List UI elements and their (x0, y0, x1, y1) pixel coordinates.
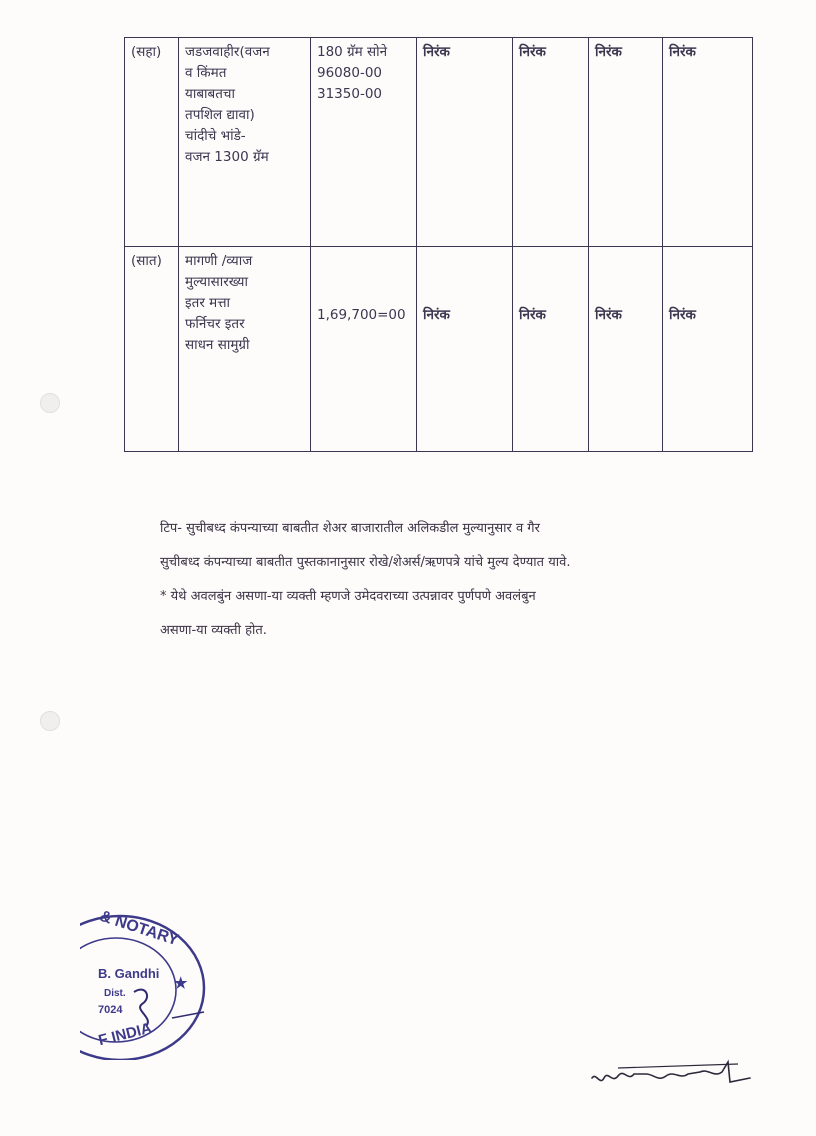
nil-cell: निरंक (513, 247, 589, 452)
nil-cell: निरंक (663, 38, 753, 247)
row-value (311, 38, 417, 247)
signature (588, 1048, 758, 1098)
description-line: साधन सामुग्री (185, 337, 250, 353)
description-line: जडजवाहीर(वजन (185, 44, 270, 60)
description-line: फर्निचर इतर (185, 316, 245, 332)
seal-number: 7024 (98, 1004, 123, 1016)
notary-seal (80, 900, 230, 1060)
value-line: 96080-00 (317, 65, 382, 81)
description-line: व किंमत (185, 65, 227, 81)
seal-name: B. Gandhi (98, 966, 160, 981)
nil-cell: निरंक (417, 247, 513, 452)
row-description (179, 247, 311, 452)
row-description (179, 38, 311, 247)
asset-table (124, 37, 753, 452)
note-line: टिप- सुचीबध्द कंपन्याच्या बाबतीत शेअर बाजारातील अलिकडील मुल्यानुसार व गैर (160, 521, 540, 536)
nil-cell: निरंक (589, 247, 663, 452)
value-line: 1,69,700=00 (317, 307, 406, 323)
punch-hole-top (40, 393, 60, 413)
description-line: चांदीचे भांडे- (185, 128, 246, 144)
punch-hole-bottom (40, 711, 60, 731)
value-line: 180 ग्रॅम सोने (317, 44, 388, 60)
value-line: 31350-00 (317, 86, 382, 102)
note-line: * येथे अवलबुंन असणा-या व्यक्ती म्हणजे उमेदवराच्या उत्पन्नावर पुर्णपणे अवलंबुन (160, 589, 536, 604)
seal-bottom-text: F INDIA (96, 1019, 154, 1050)
nil-cell: निरंक (417, 38, 513, 247)
description-line: तपशिल द्यावा) (185, 107, 255, 123)
table-row (125, 247, 753, 452)
note-line: असणा-या व्यक्ती होत. (160, 623, 267, 638)
description-line: मुल्यासारख्या (185, 274, 248, 290)
description-line: इतर मत्ता (185, 295, 231, 311)
description-line: मागणी /व्याज (185, 253, 253, 269)
description-line: याबाबतचा (185, 86, 236, 102)
description-line: वजन 1300 ग्रॅम (185, 149, 269, 165)
row-value (311, 247, 417, 452)
footnote (160, 512, 750, 648)
nil-cell: निरंक (589, 38, 663, 247)
nil-cell: निरंक (663, 247, 753, 452)
seal-star-icon: ★ (174, 975, 188, 992)
table-row (125, 38, 753, 247)
row-serial: (सहा) (125, 38, 179, 247)
seal-top-text: & NOTARY (97, 907, 181, 950)
nil-cell: निरंक (513, 38, 589, 247)
row-serial: (सात) (125, 247, 179, 452)
seal-dist: Dist. (104, 988, 126, 999)
note-line: सुचीबध्द कंपन्याच्या बाबतीत पुस्तकानानुसार रोखे/शेअर्स/ऋणपत्रे यांचे मुल्य देण्यात यावे. (160, 555, 571, 570)
